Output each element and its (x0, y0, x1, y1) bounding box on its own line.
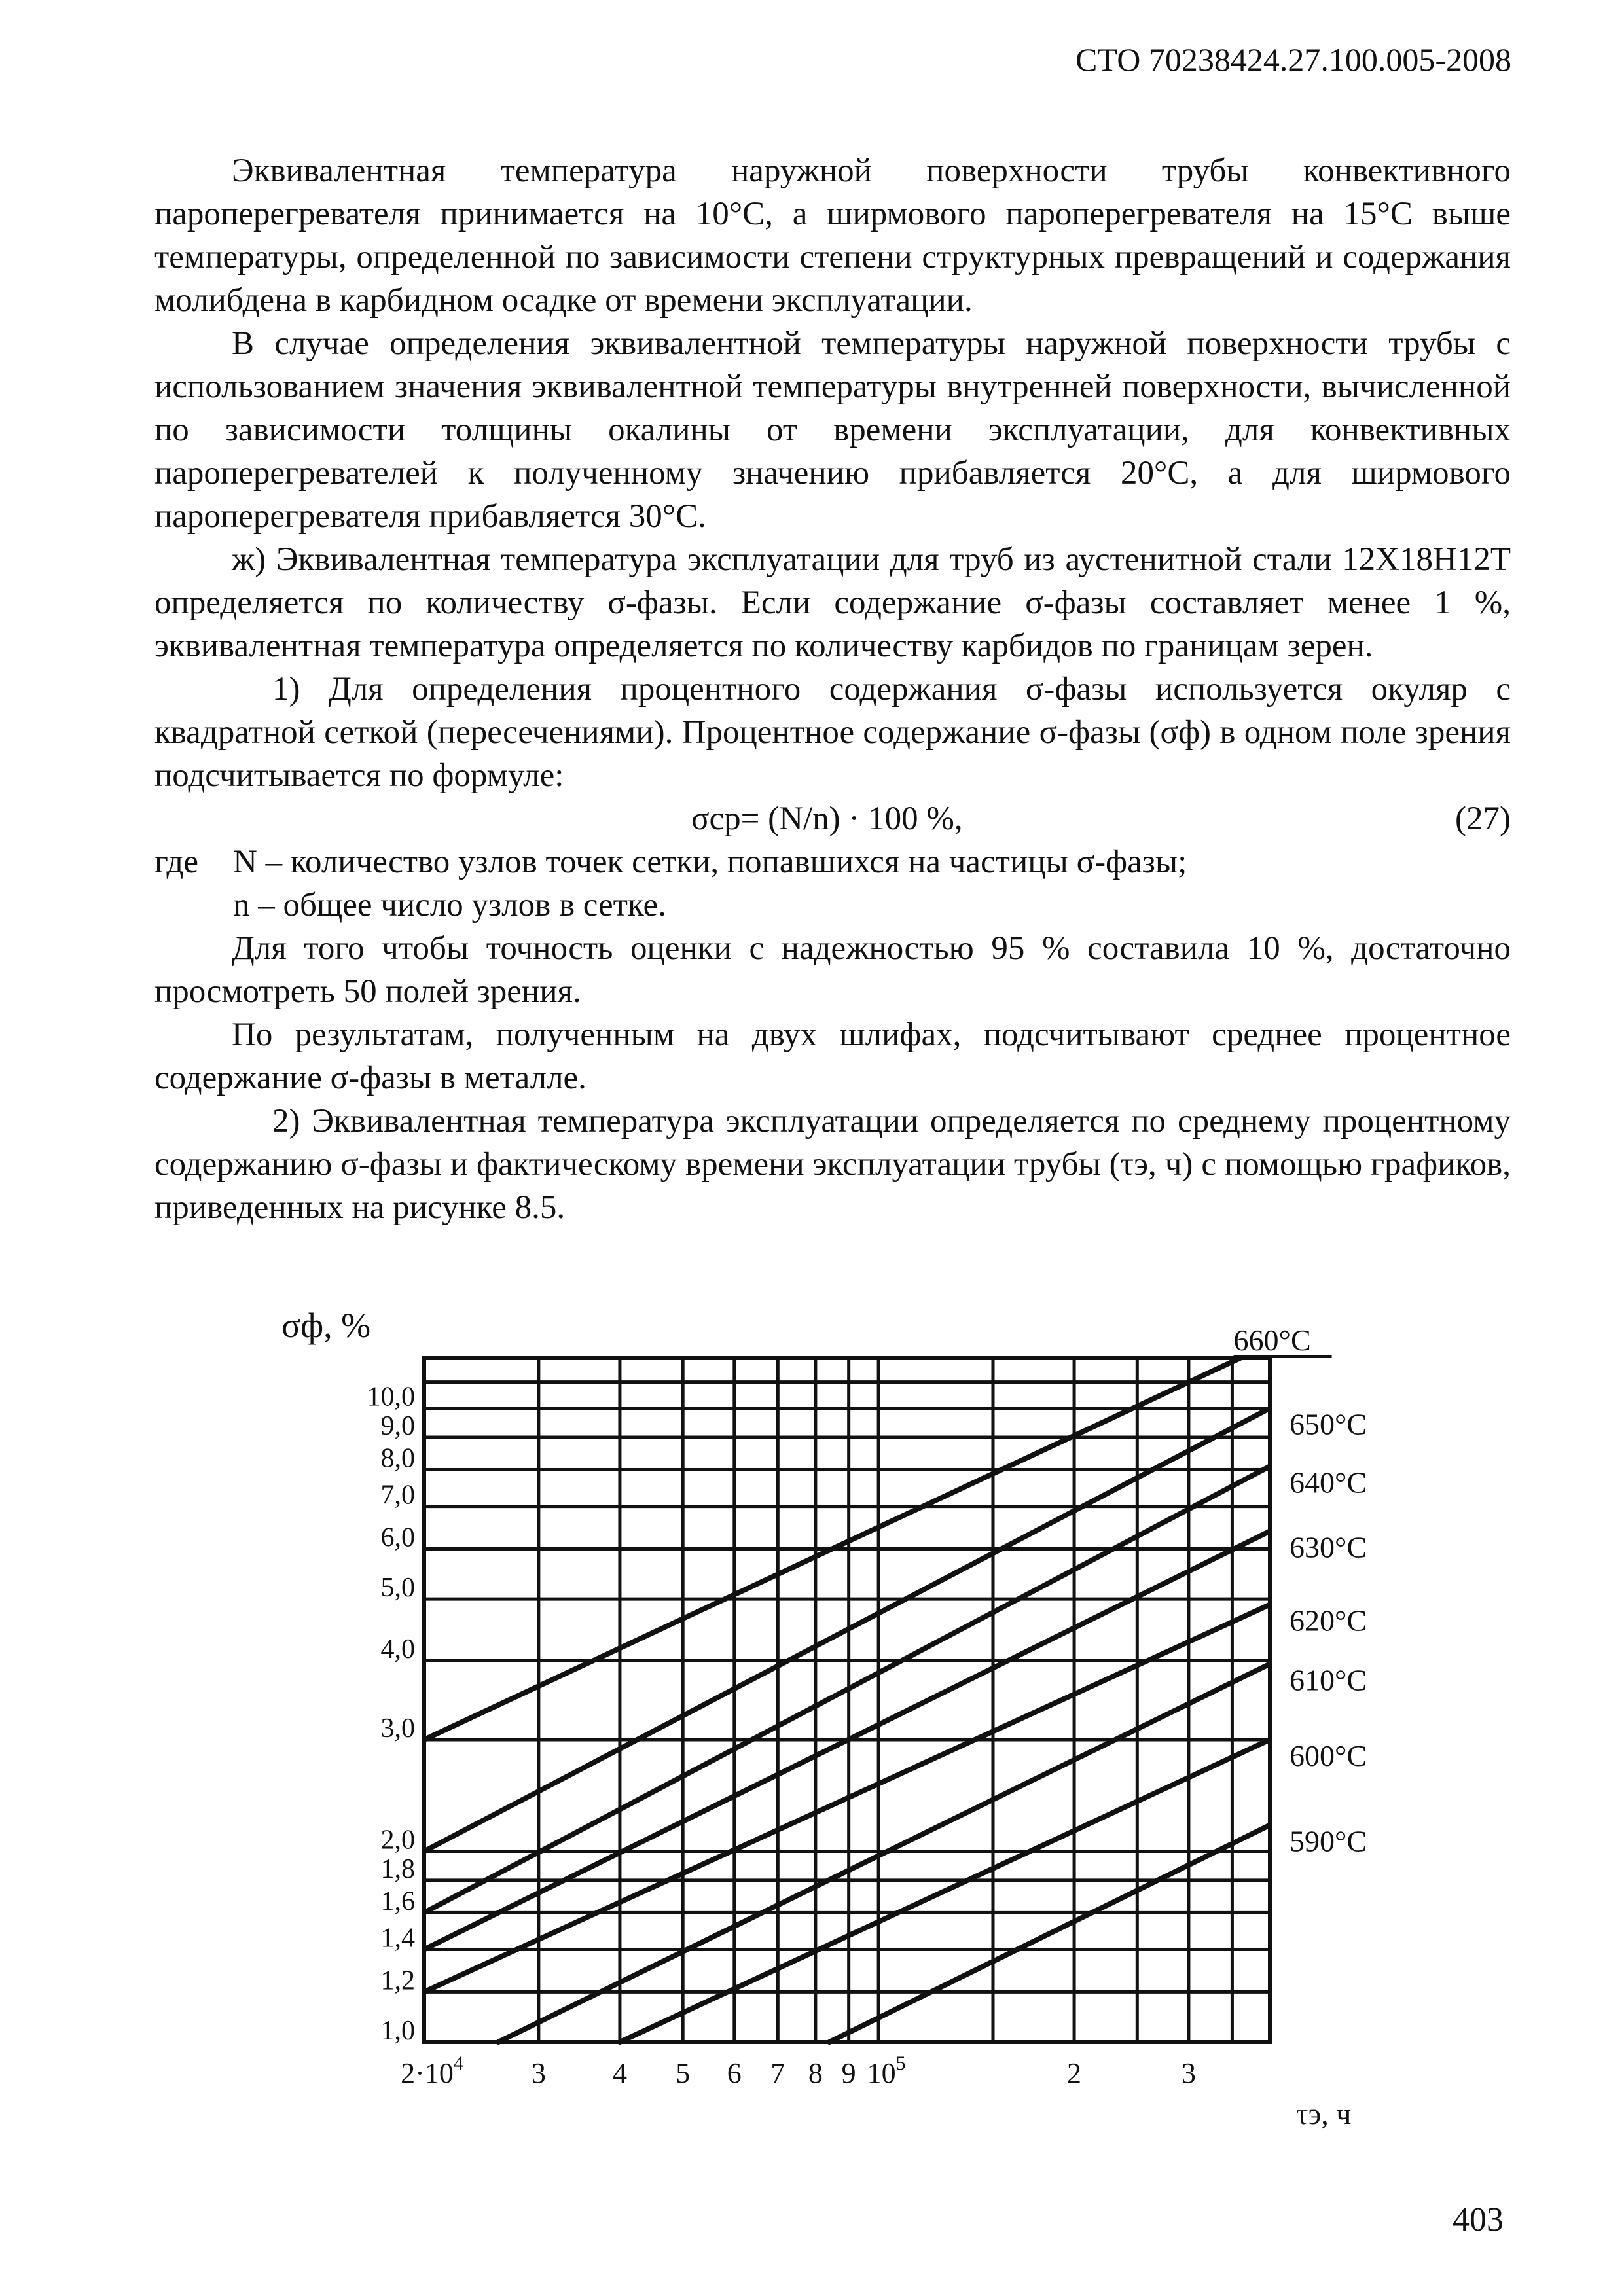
y-tick-label: 1,2 (380, 1965, 415, 1996)
y-tick-label: 7,0 (380, 1480, 415, 1511)
x-tick-label: 3 (531, 2057, 546, 2089)
series-label: 630°С (1290, 1530, 1367, 1564)
y-tick-label: 1,0 (380, 2016, 415, 2046)
where-item: n – общее число узлов в сетке. (233, 887, 666, 924)
formula: σср= (N/n) · 100 %, (691, 800, 963, 837)
x-tick-label: 5 (676, 2057, 691, 2089)
y-tick-label: 1,6 (380, 1886, 415, 1917)
where-label: где (154, 844, 198, 880)
where-item: N – количество узлов точек сетки, попавшихся на частицы σ-фазы; (233, 844, 1187, 880)
y-tick-label: 4,0 (380, 1634, 415, 1665)
y-tick-label: 1,4 (380, 1923, 415, 1954)
series-line-640 (424, 1466, 1270, 1912)
x-tick-label: 8 (808, 2057, 823, 2089)
series-label: 600°С (1290, 1738, 1367, 1772)
x-tick-label: $10^5$ (867, 2053, 906, 2089)
x-tick-label: 6 (727, 2057, 742, 2089)
y-tick-label: 10,0 (367, 1382, 415, 1412)
chart (255, 1306, 1434, 2144)
x-tick-label: 2 (1067, 2057, 1082, 2089)
series-label: 590°С (1290, 1824, 1367, 1858)
y-tick-label: 2,0 (380, 1825, 415, 1856)
series-label: 660°С (1233, 1323, 1311, 1357)
series-label: 640°С (1290, 1465, 1367, 1499)
y-axis-title: σф, % (281, 1306, 371, 1345)
series-line-600 (620, 1740, 1270, 2042)
paragraph: 1) Для определения процентного содержания σ-фазы используется окуляр с квадратной сеткой (пересечениями). Процентное содержание σ-фазы (σф) в одном поле зрения подсчитывается по формуле: (154, 671, 1511, 794)
paragraph: Эквивалентная температура наружной поверхности трубы конвективного пароперегревателя принимается на 10°С, а ширмового пароперегревателя на 15°С выше температуры, определенной по зависимости степени структурных превращений и содержания молибдена в карбидном осадке от времени эксплуатации. (154, 152, 1511, 319)
y-tick-label: 9,0 (380, 1410, 415, 1441)
y-tick-label: 6,0 (380, 1522, 415, 1553)
y-tick-label: 3,0 (380, 1713, 415, 1744)
x-tick-label: 3 (1181, 2057, 1196, 2089)
plot-frame (424, 1358, 1270, 2042)
y-tick-label: 1,8 (380, 1854, 415, 1884)
x-tick-label: $2\cdot 10^4$ (401, 2053, 463, 2089)
series-label: 650°С (1290, 1407, 1367, 1441)
series-label: 620°С (1290, 1604, 1367, 1638)
where-block (154, 840, 1511, 927)
formula-number: (27) (1455, 800, 1511, 837)
x-tick-label: 9 (841, 2057, 856, 2089)
series-line-650 (424, 1408, 1270, 1852)
x-axis-title: τэ, ч (1296, 2097, 1352, 2130)
paragraph: ж) Эквивалентная температура эксплуатации для труб из аустенитной стали 12Х18Н12Т определяется по количеству σ-фазы. Если содержание σ-фазы составляет менее 1 %, эквивалентная температура определяется по количеству карбидов по границам зерен. (154, 541, 1511, 664)
page-number: 403 (1453, 2201, 1504, 2238)
formula-row (154, 797, 1511, 840)
series-line-590 (829, 1825, 1270, 2042)
body-text (154, 149, 1511, 1229)
paragraph: По результатам, полученным на двух шлифах, подсчитывают среднее процентное содержание σ-фазы в металле. (154, 1016, 1511, 1096)
paragraph: Для того чтобы точность оценки с надежностью 95 % составила 10 %, достаточно просмотреть 50 полей зрения. (154, 930, 1511, 1010)
x-tick-label: 4 (612, 2057, 627, 2089)
paragraph: В случае определения эквивалентной температуры наружной поверхности трубы с использованием значения эквивалентной температуры внутренней поверхности, вычисленной по зависимости толщины окалины от времени эксплуатации, для конвективных пароперегревателей к полученному значению прибавляется 20°С, а для ширмового пароперегревателя прибавляется 30°С. (154, 325, 1511, 535)
series-label: 610°С (1290, 1663, 1367, 1697)
document-code: СТО 70238424.27.100.005-2008 (1075, 41, 1511, 78)
figure-8-5 (255, 1306, 1434, 2144)
x-tick-label: 7 (770, 2057, 785, 2089)
paragraph: 2) Эквивалентная температура эксплуатации определяется по среднему процентному содержанию σ-фазы и фактическому времени эксплуатации трубы (τэ, ч) с помощью графиков, приведенных на рисунке 8.5. (154, 1103, 1511, 1226)
y-tick-label: 5,0 (380, 1573, 415, 1604)
y-tick-label: 8,0 (380, 1443, 415, 1474)
